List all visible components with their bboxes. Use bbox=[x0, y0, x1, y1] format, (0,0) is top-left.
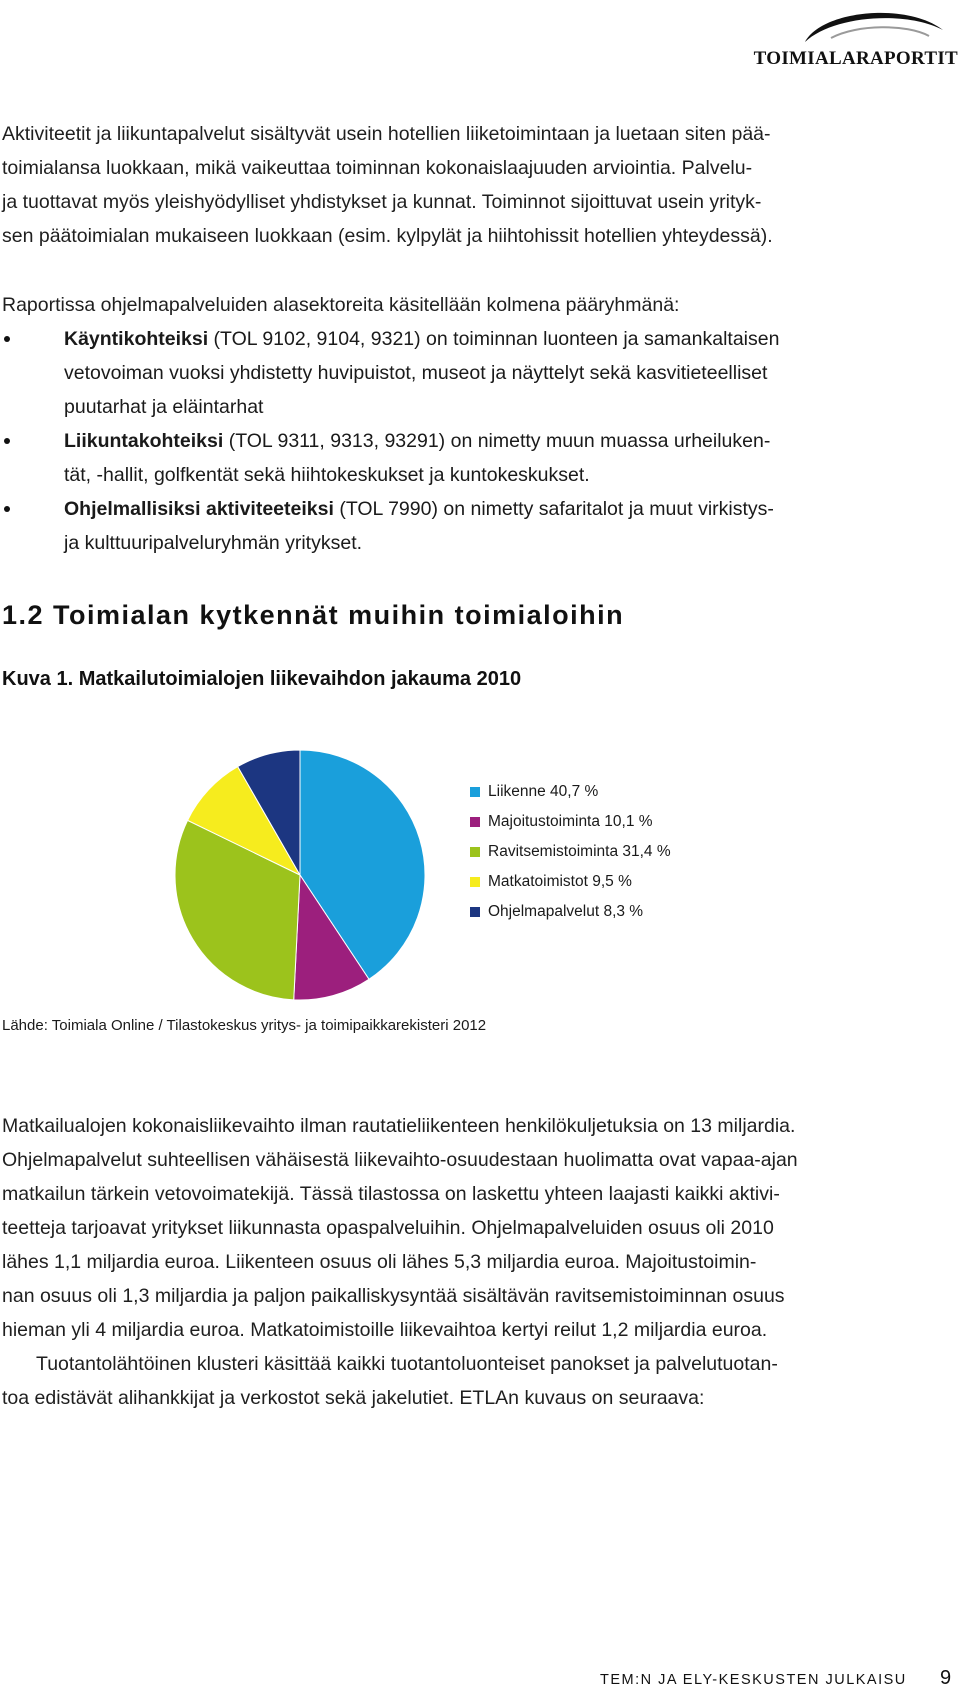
report-intro bbox=[2, 288, 892, 322]
text-line: sen päätoimialan mukaiseen luokkaan (esim. kylpylät ja hiihtohissit hotellien yhteydessä). bbox=[2, 225, 773, 247]
chart-legend bbox=[470, 782, 671, 932]
text-line bbox=[64, 424, 892, 458]
text-line bbox=[64, 492, 892, 526]
text-line: Matkailualojen kokonaisliikevaihto ilman rautatieliikenteen henkilökuljetuksia on 13 miljardia. bbox=[2, 1115, 796, 1137]
list-item bbox=[2, 424, 892, 492]
legend-item bbox=[470, 842, 671, 872]
text-line: ja kulttuuripalveluryhmän yritykset. bbox=[64, 532, 363, 554]
legend-label: Ohjelmapalvelut 8,3 % bbox=[488, 903, 644, 920]
bullet-text: (TOL 9102, 9104, 9321) on toiminnan luonteen ja samankaltaisen bbox=[208, 328, 780, 350]
legend-item bbox=[470, 872, 671, 902]
intro-paragraph bbox=[2, 117, 892, 253]
text-line: nan osuus oli 1,3 miljardia ja paljon paikalliskysyntää sisältävän ravitsemistoiminnan osuus bbox=[2, 1285, 785, 1307]
logo-swoosh-icon bbox=[797, 2, 947, 48]
bullet-icon bbox=[4, 438, 10, 444]
legend-swatch bbox=[470, 817, 480, 827]
legend-label: Majoitustoiminta 10,1 % bbox=[488, 813, 653, 830]
text-line: matkailun tärkein vetovoimatekijä. Tässä tilastossa on laskettu yhteen laajasti kaikki aktivi- bbox=[2, 1183, 780, 1205]
bullet-list bbox=[2, 322, 892, 560]
legend-label: Matkatoimistot 9,5 % bbox=[488, 873, 632, 890]
body-paragraph bbox=[2, 1109, 892, 1415]
figure-title: Kuva 1. Matkailutoimialojen liikevaihdon jakauma 2010 bbox=[2, 668, 522, 690]
legend-item bbox=[470, 902, 671, 932]
bullet-icon bbox=[4, 336, 10, 342]
bullet-icon bbox=[4, 506, 10, 512]
text-line: ja tuottavat myös yleishyödylliset yhdistykset ja kunnat. Toiminnot sijoittuvat usein yrityk- bbox=[2, 191, 762, 213]
logo-text: TOIMIALARAPORTIT bbox=[753, 48, 958, 69]
text-line: puutarhat ja eläintarhat bbox=[64, 396, 264, 418]
legend-swatch bbox=[470, 847, 480, 857]
legend-item bbox=[470, 812, 671, 842]
text-line: teetteja tarjoavat yritykset liikunnasta opaspalveluihin. Ohjelmapalveluiden osuus oli 2010 bbox=[2, 1217, 774, 1239]
text-line: toa edistävät alihankkijat ja verkostot sekä jakelutiet. ETLAn kuvaus on seuraava: bbox=[2, 1387, 705, 1409]
bullet-term: Käyntikohteiksi bbox=[64, 328, 209, 350]
text-line: vetovoiman vuoksi yhdistetty huvipuistot, museot ja näyttelyt sekä kasvitieteelliset bbox=[64, 362, 768, 384]
toimialaraportit-logo bbox=[753, 0, 960, 80]
text-line: Ohjelmapalvelut suhteellisen vähäisestä liikevaihto-osuudestaan huolimatta ovat vapaa-ajan bbox=[2, 1149, 798, 1171]
text-line: Aktiviteetit ja liikuntapalvelut sisältyvät usein hotellien liiketoimintaan ja luetaan siten pää- bbox=[2, 123, 771, 145]
text-line: lähes 1,1 miljardia euroa. Liikenteen osuus oli lähes 5,3 miljardia euroa. Majoitustoimin- bbox=[2, 1251, 757, 1273]
list-item bbox=[2, 322, 892, 424]
chart-source: Lähde: Toimiala Online / Tilastokeskus yritys- ja toimipaikkarekisteri 2012 bbox=[2, 1017, 487, 1034]
section-title: 1.2 Toimialan kytkennät muihin toimialoihin bbox=[2, 600, 625, 630]
legend-item bbox=[470, 782, 671, 812]
text-line bbox=[64, 322, 892, 356]
text-line: tät, -hallit, golfkentät sekä hiihtokeskukset ja kuntokeskukset. bbox=[64, 464, 590, 486]
legend-swatch bbox=[470, 877, 480, 887]
legend-label: Liikenne 40,7 % bbox=[488, 783, 599, 800]
text-line: hieman yli 4 miljardia euroa. Matkatoimistoille liikevaihtoa kertyi reilut 1,2 miljardia euroa. bbox=[2, 1319, 768, 1341]
pie-chart bbox=[170, 745, 430, 1005]
bullet-term: Ohjelmallisiksi aktiviteeteiksi bbox=[64, 498, 334, 520]
page-number: 9 bbox=[940, 1667, 952, 1689]
legend-swatch bbox=[470, 787, 480, 797]
text-line: toimialansa luokkaan, mikä vaikeuttaa toiminnan kokonaislaajuuden arviointia. Palvelu- bbox=[2, 157, 753, 179]
bullet-text: (TOL 9311, 9313, 93291) on nimetty muun muassa urheiluken- bbox=[223, 430, 771, 452]
legend-label: Ravitsemistoiminta 31,4 % bbox=[488, 843, 671, 860]
bullet-text: (TOL 7990) on nimetty safaritalot ja muut virkistys- bbox=[333, 498, 774, 520]
footer-publication: TEM:N JA ELY-KESKUSTEN JULKAISU bbox=[600, 1672, 907, 1688]
bullet-term: Liikuntakohteiksi bbox=[64, 430, 224, 452]
list-item bbox=[2, 492, 892, 560]
text-line: Raportissa ohjelmapalveluiden alasektoreita käsitellään kolmena pääryhmänä: bbox=[2, 294, 680, 316]
text-line: Tuotantolähtöinen klusteri käsittää kaikki tuotantoluonteiset panokset ja palvelutuotan- bbox=[36, 1353, 778, 1375]
legend-swatch bbox=[470, 907, 480, 917]
